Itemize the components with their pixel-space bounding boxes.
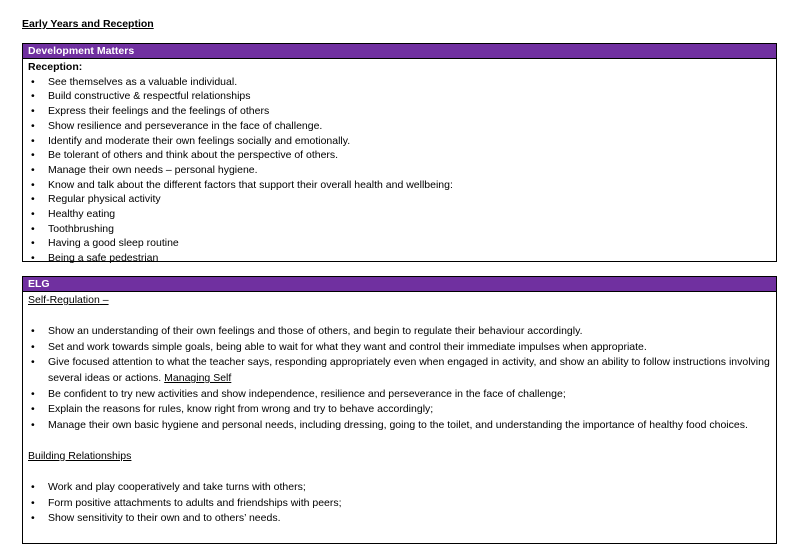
spacer bbox=[28, 433, 771, 449]
list-item: • Be confident to try new activities and show independence, resilience and perseverance in the face of challenge; bbox=[28, 387, 771, 403]
list-item: • Be tolerant of others and think about the perspective of others. bbox=[31, 149, 339, 162]
self-regulation-list bbox=[28, 324, 771, 433]
bullet-icon: • bbox=[31, 387, 35, 400]
elg-header: ELG bbox=[23, 277, 776, 292]
self-regulation-heading-line bbox=[28, 293, 771, 309]
list-item: • Express their feelings and the feelings of others bbox=[31, 105, 270, 118]
bullet-icon: • bbox=[31, 237, 35, 250]
list-item: • Work and play cooperatively and take turns with others; bbox=[28, 480, 771, 496]
list-item: • Having a good sleep routine bbox=[31, 237, 179, 250]
bullet-icon: • bbox=[31, 134, 35, 147]
list-item: • Know and talk about the different factors that support their overall health and wellbeing: bbox=[31, 178, 453, 191]
development-matters-list bbox=[28, 75, 771, 266]
managing-self-heading: Managing Self bbox=[164, 371, 232, 384]
spacer bbox=[28, 309, 771, 325]
list-item: • Show resilience and perseverance in the face of challenge. bbox=[31, 119, 323, 132]
list-item: • Healthy eating bbox=[31, 208, 116, 221]
list-item bbox=[28, 355, 771, 386]
bullet-icon: • bbox=[31, 222, 35, 235]
page-title: Early Years and Reception bbox=[22, 18, 154, 30]
list-item: • Identify and moderate their own feelings socially and emotionally. bbox=[31, 134, 351, 147]
spacer bbox=[28, 465, 771, 481]
bullet-icon: • bbox=[31, 512, 35, 525]
list-item: • Explain the reasons for rules, know right from wrong and try to behave accordingly; bbox=[28, 402, 771, 418]
elg-body bbox=[23, 292, 776, 527]
building-relationships-heading-line bbox=[28, 449, 771, 465]
list-item: • Regular physical activity bbox=[31, 193, 161, 206]
bullet-icon: • bbox=[31, 356, 35, 369]
development-matters-header: Development Matters bbox=[23, 44, 776, 59]
bullet-icon: • bbox=[31, 119, 35, 132]
bullet-icon: • bbox=[31, 252, 35, 265]
self-regulation-heading: Self-Regulation bbox=[28, 294, 100, 306]
bullet-icon: • bbox=[31, 90, 35, 103]
bullet-icon: • bbox=[31, 481, 35, 494]
self-regulation-dash: – bbox=[99, 294, 109, 306]
bullet-icon: • bbox=[31, 193, 35, 206]
focused-attention-text: Give focused attention to what the teacher says, responding appropriately even when engaged in activity, and show an ability to follow instructions involving several ideas or actions. bbox=[48, 356, 770, 384]
list-item: • Toothbrushing bbox=[31, 222, 114, 235]
bullet-icon: • bbox=[31, 75, 35, 88]
bullet-icon: • bbox=[31, 178, 35, 191]
development-matters-body bbox=[23, 59, 776, 266]
bullet-icon: • bbox=[31, 418, 35, 431]
list-item: • Show sensitivity to their own and to others’ needs. bbox=[28, 511, 771, 527]
list-item: • See themselves as a valuable individual. bbox=[31, 75, 238, 88]
bullet-icon: • bbox=[31, 208, 35, 221]
building-relationships-list bbox=[28, 480, 771, 527]
bullet-icon: • bbox=[31, 340, 35, 353]
bullet-icon: • bbox=[31, 496, 35, 509]
list-item: • Form positive attachments to adults and friendships with peers; bbox=[28, 496, 771, 512]
elg-box bbox=[22, 276, 777, 544]
bullet-icon: • bbox=[31, 105, 35, 118]
building-relationships-heading: Building Relationships bbox=[28, 449, 132, 462]
bullet-icon: • bbox=[31, 403, 35, 416]
list-item: • Show an understanding of their own feelings and those of others, and begin to regulate their behaviour accordingly. bbox=[28, 324, 771, 340]
development-matters-box bbox=[22, 43, 777, 265]
bullet-icon: • bbox=[31, 149, 35, 162]
list-item: • Being a safe pedestrian bbox=[31, 252, 159, 265]
reception-subheading: Reception: bbox=[28, 61, 83, 73]
list-item: • Manage their own needs – personal hygiene. bbox=[31, 163, 258, 176]
list-item: • Build constructive & respectful relationships bbox=[31, 90, 251, 103]
bullet-icon: • bbox=[31, 163, 35, 176]
bullet-icon: • bbox=[31, 325, 35, 338]
list-item: • Set and work towards simple goals, being able to wait for what they want and control their immediate impulses when appropriate. bbox=[28, 340, 771, 356]
list-item: • Manage their own basic hygiene and personal needs, including dressing, going to the toilet, and understanding the importance of healthy food choices. bbox=[28, 418, 771, 434]
